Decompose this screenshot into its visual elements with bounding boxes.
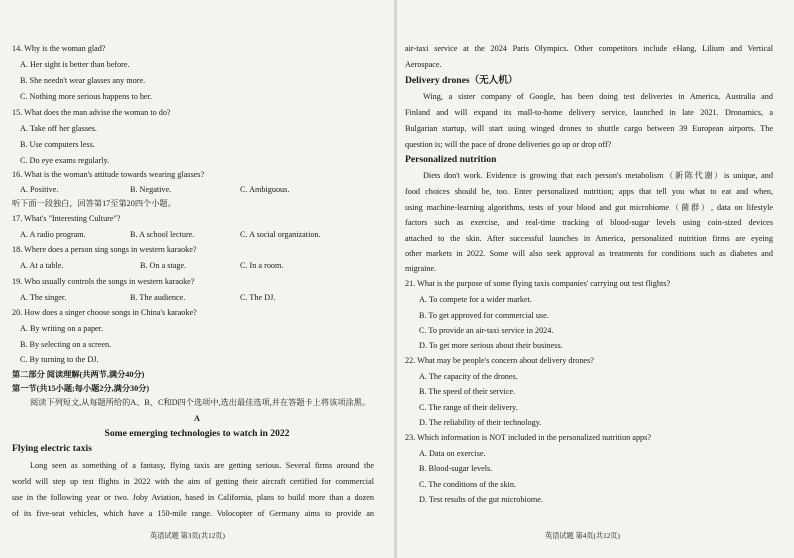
subheading-personalized-nutrition: Personalized nutrition [405, 154, 497, 165]
q20-option-a: A. By writing on a paper. [20, 324, 103, 333]
section-one-heading: 第一节(共15小题;每小题2分,满分30分) [12, 384, 150, 393]
passage-title: Some emerging technologies to watch in 2022 [104, 428, 290, 439]
q14-option-a: A. Her sight is better than before. [20, 60, 130, 69]
q15-option-b: B. Use computers less. [20, 140, 95, 149]
q20-stem: 20. How does a singer choose songs in China's karaoke? [12, 308, 197, 317]
reading-instruction: 阅读下列短文,从每题所给的A、B、C和D四个选项中,选出最佳选项,并在答题卡上将该项涂黑。 [30, 398, 371, 407]
subheading-flying-taxis: Flying electric taxis [12, 443, 92, 454]
q15-option-a: A. Take off her glasses. [20, 124, 97, 133]
q18-option-a: A. At a table. [20, 261, 64, 270]
q19-option-a: A. The singer. [20, 293, 67, 302]
paragraph-flying-taxis-line-2: world will step up test flights in 2022 with the aim of getting their aircraft certified for commercial [12, 477, 374, 486]
q16-stem: 16. What is the woman's attitude towards wearing glasses? [12, 170, 205, 179]
left-page [0, 0, 394, 558]
paragraph-nutrition-line-5: attached to the skin. After successful launches in America, personalized nutrition firms are eyeing [405, 234, 773, 243]
q17-option-b: B. A school lecture. [130, 230, 195, 239]
q15-option-c: C. Do eye exams regularly. [20, 156, 110, 165]
paragraph-drones-line-2: Finland and will expand its mall-to-home delivery service, launched in late 2021. Dronamics, a [405, 108, 773, 117]
paragraph-flying-taxis-line-1: Long seen as something of a fantasy, flying taxis are getting serious. Several firms around the [30, 461, 374, 470]
q17-option-a: A. A radio program. [20, 230, 86, 239]
q16-option-c: C. Ambiguous. [240, 185, 290, 194]
page-footer-right: 英语试题 第4页(共12页) [545, 532, 620, 540]
q21-option-a: A. To compete for a wider market. [419, 295, 532, 304]
q14-option-c: C. Nothing more serious happens to her. [20, 92, 152, 101]
q20-option-c: C. By turning to the DJ. [20, 355, 99, 364]
q21-option-b: B. To get approved for commercial use. [419, 311, 549, 320]
paragraph-flying-taxis-line-4: of its five-seat vehicles, which have a 150-mile range. Volocopter of Germany aims to provide an [12, 509, 374, 518]
paragraph-flying-taxis-cont-2: Aerospace. [405, 60, 442, 69]
q21-stem: 21. What is the purpose of some flying taxis companies' carrying out test flights? [405, 279, 671, 288]
subheading-delivery-drones: Delivery drones（无人机） [405, 75, 518, 86]
q22-option-c: C. The range of their delivery. [419, 403, 518, 412]
paragraph-nutrition-line-1: Diets don't work. Evidence is growing that each person's metabolism（新陈代谢）is unique, and [423, 171, 773, 180]
paragraph-drones-line-1: Wing, a sister company of Google, has been doing test deliveries in America, Australia and [423, 92, 773, 101]
q15-stem: 15. What does the man advise the woman to do? [12, 108, 171, 117]
q19-option-c: C. The DJ. [240, 293, 276, 302]
q19-option-b: B. The audience. [130, 293, 186, 302]
listening-instruction: 听下面一段独白，回答第17至第20四个小题。 [12, 199, 176, 208]
page-footer-left: 英语试题 第3页(共12页) [150, 532, 225, 540]
q16-option-b: B. Negative. [130, 185, 172, 194]
q18-option-c: C. In a room. [240, 261, 284, 270]
q18-option-b: B. On a stage. [140, 261, 187, 270]
paragraph-flying-taxis-cont-1: air-taxi service at the 2024 Paris Olympics. Other competitors include eHang, Lilium and Vertical [405, 44, 773, 53]
q16-option-a: A. Positive. [20, 185, 59, 194]
q17-stem: 17. What's "Interesting Culture"? [12, 214, 121, 223]
paragraph-nutrition-line-7: migraine. [405, 264, 437, 273]
paragraph-drones-line-4: question is; will the pace of drone deliveries go up or drop off? [405, 140, 612, 149]
paragraph-flying-taxis-line-3: use in the following year or two. Joby Aviation, based in California, plans to build more than a dozen [12, 493, 374, 502]
right-page [397, 0, 794, 558]
q20-option-b: B. By selecting on a screen. [20, 340, 112, 349]
q21-option-c: C. To provide an air-taxi service in 2024. [419, 326, 554, 335]
paragraph-nutrition-line-4: factors such as exercise, and real-time tracking of blood-sugar levels using coin-sized devices [405, 218, 773, 227]
q22-stem: 22. What may be people's concern about delivery drones? [405, 356, 594, 365]
q14-option-b: B. She needn't wear glasses any more. [20, 76, 146, 85]
q17-option-c: C. A social organization. [240, 230, 321, 239]
paragraph-nutrition-line-3: using machine-learning algorithms, tests of your blood and gut microbiome（菌群）, data on lifestyle [405, 203, 773, 212]
q23-option-a: A. Data on exercise. [419, 449, 486, 458]
q23-stem: 23. Which information is NOT included in the personalized nutrition apps? [405, 433, 651, 442]
q23-option-d: D. Test results of the gut microbiome. [419, 495, 543, 504]
q19-stem: 19. Who usually controls the songs in western karaoke? [12, 277, 195, 286]
q18-stem: 18. Where does a person sing songs in western karaoke? [12, 245, 197, 254]
q23-option-b: B. Blood-sugar levels. [419, 464, 493, 473]
q22-option-d: D. The reliability of their technology. [419, 418, 542, 427]
q21-option-d: D. To get more serious about their business. [419, 341, 563, 350]
q22-option-a: A. The capacity of the drones. [419, 372, 518, 381]
passage-letter: A [194, 414, 200, 423]
q14-stem: 14. Why is the woman glad? [12, 44, 106, 53]
part-two-heading: 第二部分 阅读理解(共两节,满分40分) [12, 370, 145, 379]
paragraph-nutrition-line-2: food choices should be, too. Enter personalized nutrition; apps that tell you what to eat and when, [405, 187, 773, 196]
q22-option-b: B. The speed of their service. [419, 387, 516, 396]
paragraph-nutrition-line-6: other markets in 2022. Some will also seek approval as treatments for conditions such as diabetes and [405, 249, 773, 258]
q23-option-c: C. The conditions of the skin. [419, 480, 516, 489]
paragraph-drones-line-3: Bulgarian startup, will start using winged drones to shuttle cargo between 39 European airports. The [405, 124, 773, 133]
